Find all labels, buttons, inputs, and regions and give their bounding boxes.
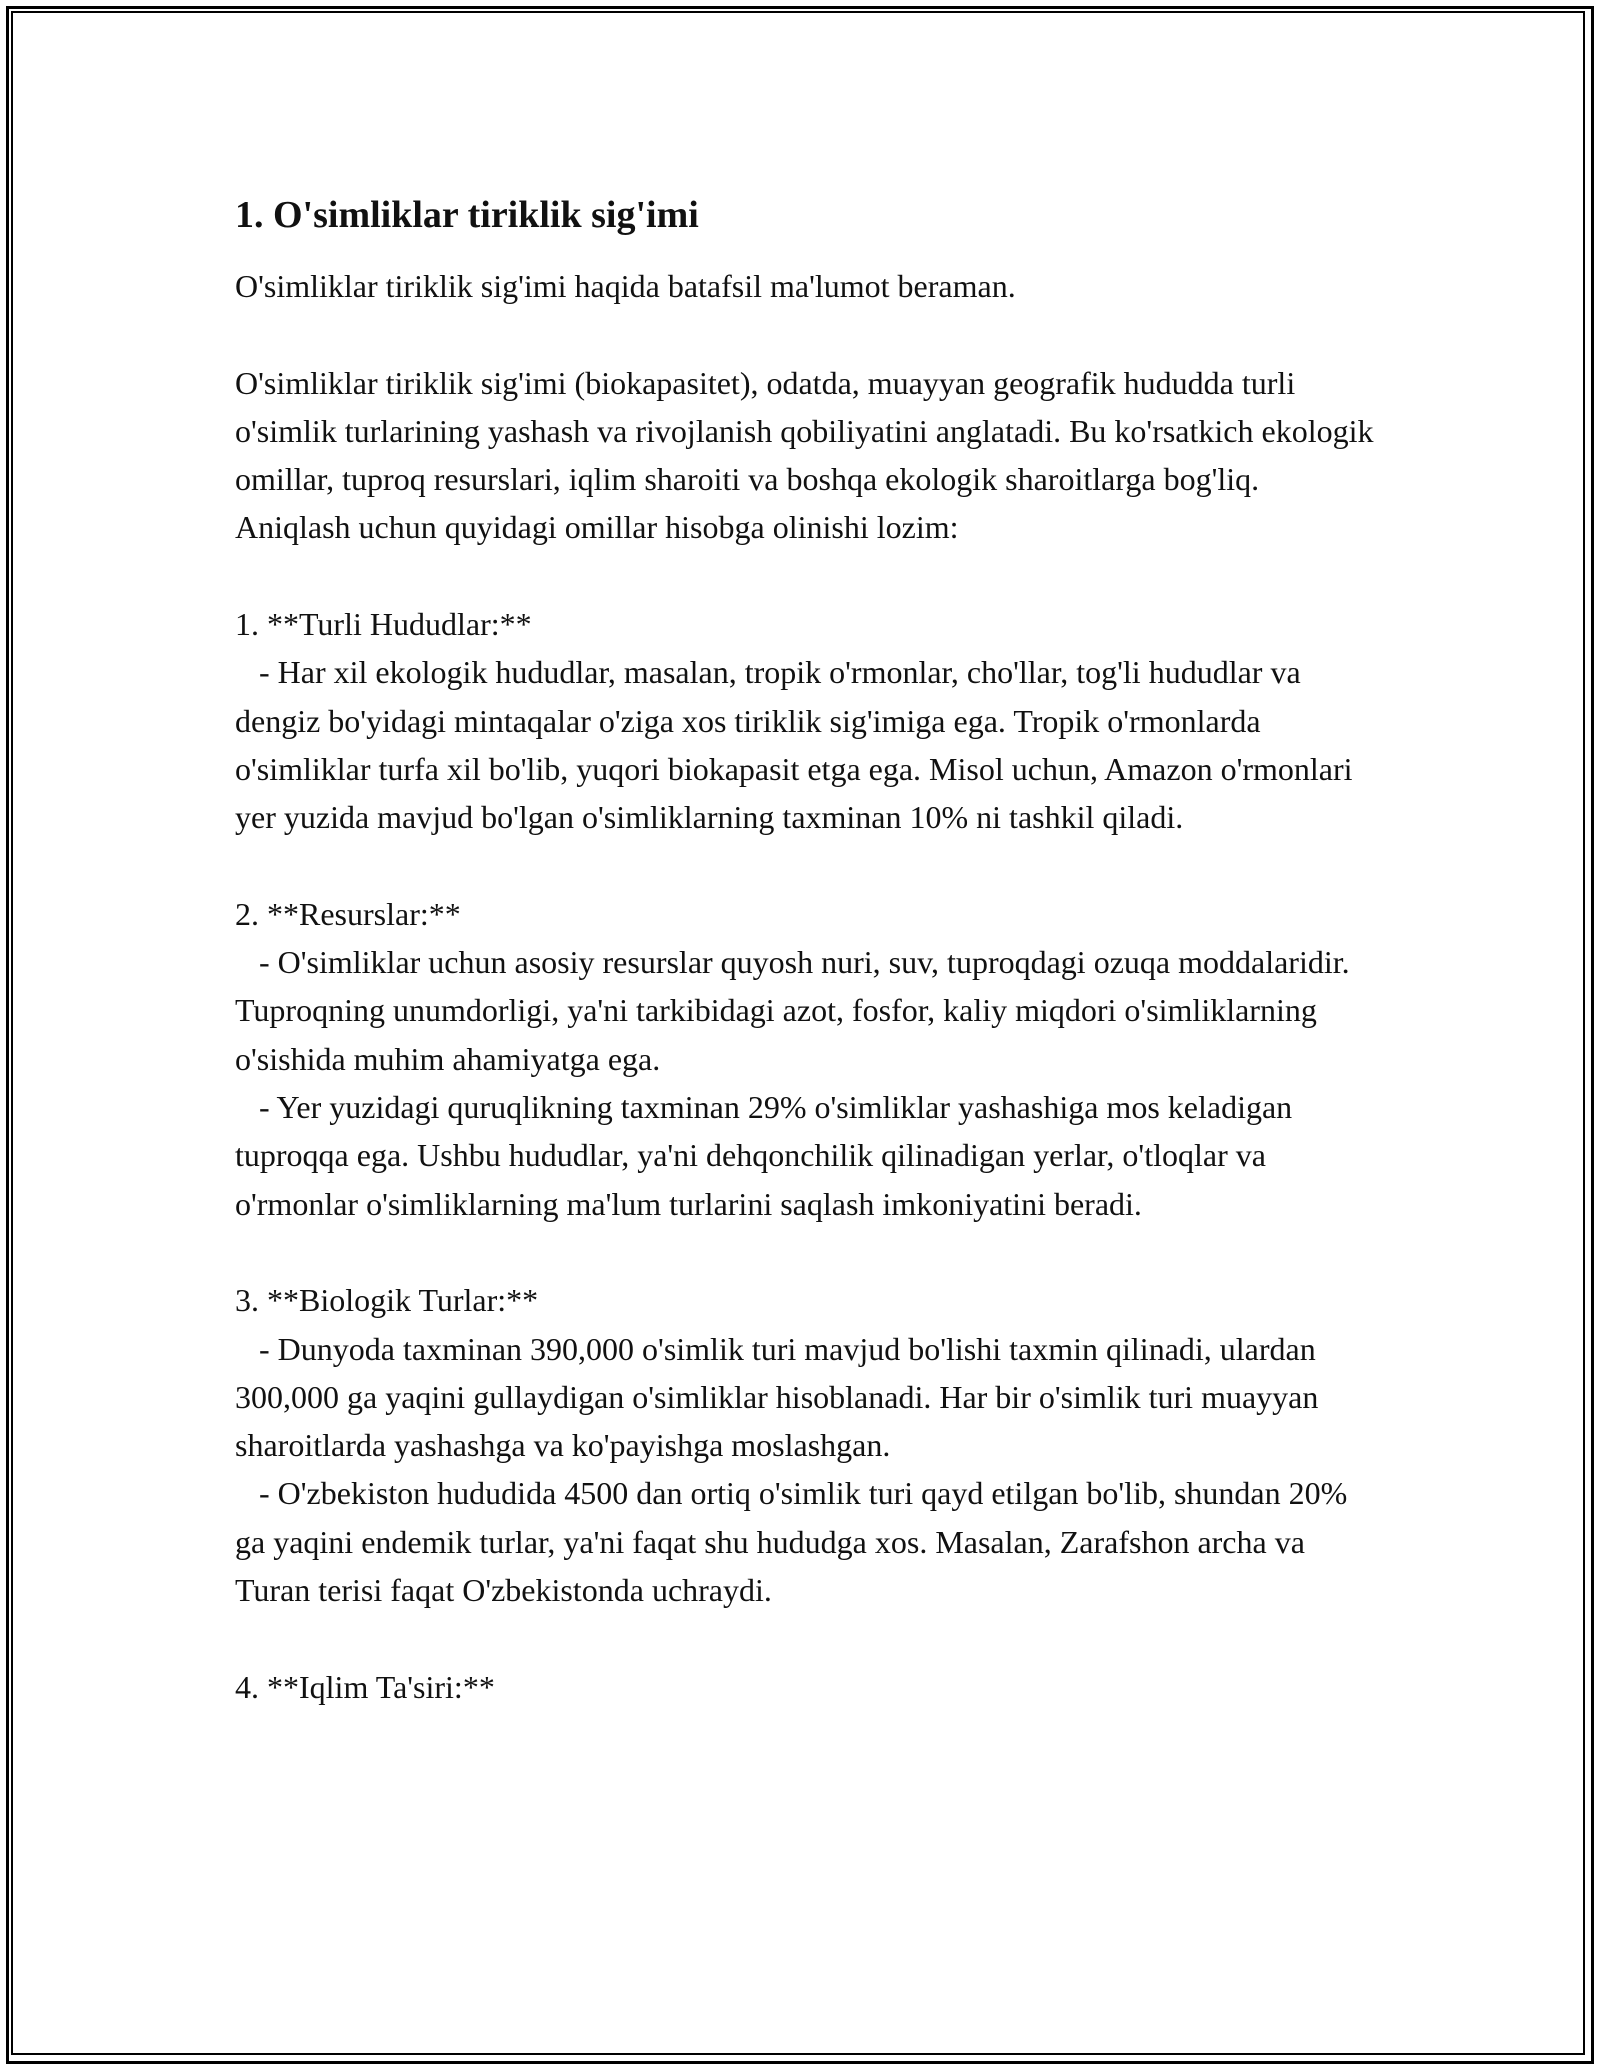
blank-line	[235, 552, 1375, 600]
list-item: - Har xil ekologik hududlar, masalan, tropik o'rmonlar, cho'llar, tog'li hududlar va dengiz bo'yidagi mintaqalar o'ziga xos tiriklik sig'imiga ega. Tropik o'rmonlarda o'simliklar turfa xil bo'lib, yuqori biokapasit etga ega. Misol uchun, Amazon o'rmonlari yer yuzida mavjud bo'lgan o'simliklarning taxminan 10% ni tashkil qiladi.	[235, 654, 1361, 836]
definition-paragraph: O'simliklar tiriklik sig'imi (biokapasitet), odatda, muayyan geografik hududda turli o'simlik turlarining yashash va rivojlanish qobiliyatini anglatadi. Bu ko'rsatkich ekologik omillar, tuproq resurslari, iqlim sharoiti va boshqa ekologik sharoitlarga bog'liq. Aniqlash uchun quyidagi omillar hisobga olinishi lozim:	[235, 364, 1382, 546]
section-heading-species: 3. **Biologik Turlar:**	[235, 1282, 539, 1319]
section-heading-resources: 2. **Resurslar:**	[235, 895, 461, 932]
list-item: - Dunyoda taxminan 390,000 o'simlik turi mavjud bo'lishi taxmin qilinadi, ulardan 300,000 ga yaqini gullaydigan o'simliklar hisoblanadi. Har bir o'simlik turi muayyan sharoitlarda yashashga va ko'payishga moslashgan.	[235, 1330, 1327, 1464]
blank-line	[235, 1614, 1375, 1662]
blank-line	[235, 310, 1375, 358]
document-body	[235, 190, 1382, 1711]
blank-line	[235, 1228, 1375, 1276]
list-item: - O'zbekiston hududida 4500 dan ortiq o'simlik turi qayd etilgan bo'lib, shundan 20% ga yaqini endemik turlar, ya'ni faqat shu hududga xos. Masalan, Zarafshon archa va Turan terisi faqat O'zbekistonda uchraydi.	[235, 1475, 1356, 1609]
blank-line	[235, 842, 1375, 890]
section-heading-regions: 1. **Turli Hududlar:**	[235, 606, 532, 643]
list-item: - Yer yuzidagi quruqlikning taxminan 29% o'simliklar yashashiga mos keladigan tuproqqa ega. Ushbu hududlar, ya'ni dehqonchilik qilinadigan yerlar, o'tloqlar va o'rmonlar o'simliklarning ma'lum turlarini saqlash imkoniyatini beradi.	[235, 1089, 1301, 1222]
intro-paragraph: O'simliklar tiriklik sig'imi haqida batafsil ma'lumot beraman.	[235, 268, 1016, 304]
document-title: 1. O'simliklar tiriklik sig'imi	[235, 194, 699, 236]
section-heading-climate: 4. **Iqlim Ta'siri:**	[235, 1668, 495, 1705]
list-item: - O'simliklar uchun asosiy resurslar quyosh nuri, suv, tuproqdagi ozuqa moddalaridir. Tuproqning unumdorligi, ya'ni tarkibidagi azot, fosfor, kaliy miqdori o'simliklarning o'sishida muhim ahamiyatga ega.	[235, 944, 1358, 1077]
